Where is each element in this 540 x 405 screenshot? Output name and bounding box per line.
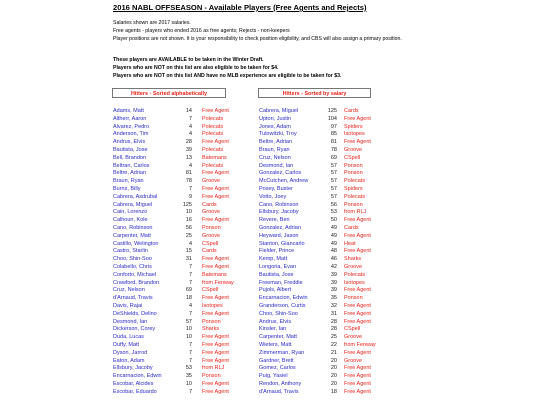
intro-notes <box>113 19 402 43</box>
salary-value: 20 <box>330 357 337 364</box>
player-name: Crawford, Brandon <box>113 279 160 286</box>
player-name: d'Arnaud, Travis <box>113 295 153 302</box>
team-name: Spiders <box>344 185 363 192</box>
salary-value: 69 <box>330 154 337 161</box>
salary-value: 104 <box>327 115 337 122</box>
salary-value: 35 <box>330 295 337 302</box>
salary-value: 25 <box>185 232 192 239</box>
player-name: Encarnacion, Edwin <box>113 373 162 380</box>
salary-value: 39 <box>330 287 337 294</box>
team-name: Free Agent <box>344 217 371 224</box>
team-name: Polecats <box>202 123 224 130</box>
team-name: Groove <box>202 232 221 239</box>
team-name: Polecats <box>202 146 224 153</box>
player-name: Cano, Robinson <box>113 224 153 231</box>
salary-value: 15 <box>185 248 192 255</box>
salary-value: 7 <box>188 388 192 395</box>
player-name: Ellsbury, Jacoby <box>259 209 299 216</box>
salary-value: 25 <box>330 334 337 341</box>
player-name: Andrus, Elvis <box>259 318 292 325</box>
salary-value: 56 <box>330 201 337 208</box>
salary-value: 7 <box>188 349 192 356</box>
player-name: Escobar, Alcides <box>113 380 154 387</box>
salary-value: 39 <box>330 271 337 278</box>
team-name: Batemans <box>202 154 227 161</box>
team-name: Free Agent <box>344 248 371 255</box>
team-name: Free Agent <box>344 373 371 380</box>
salary-value: 49 <box>330 224 337 231</box>
team-name: CSpell <box>344 154 361 161</box>
player-name: Longoria, Evan <box>259 263 296 270</box>
player-name: Gonzalez, Adrian <box>259 224 301 231</box>
salary-value: 28 <box>330 326 337 333</box>
team-name: Free Agent <box>344 115 371 122</box>
team-name: Free Agent <box>202 139 229 146</box>
player-name: Beltran, Carlos <box>113 162 150 169</box>
salary-value: 35 <box>185 373 192 380</box>
player-name: Votto, Joey <box>259 193 287 200</box>
team-name: Free Agent <box>202 170 229 177</box>
salary-value: 10 <box>185 326 192 333</box>
player-name: Escobar, Eduardo <box>113 388 157 395</box>
player-name: Kinsler, Ian <box>259 326 287 333</box>
team-name: Ponson <box>344 162 363 169</box>
team-name: from Fenway <box>344 341 376 348</box>
team-name: Groove <box>202 209 221 216</box>
player-name: Heyward, Jason <box>259 232 299 239</box>
player-name: Cruz, Nelson <box>259 154 291 161</box>
salary-value: 85 <box>330 131 337 138</box>
player-name: Castillo, Welington <box>113 240 159 247</box>
player-name: Duda, Lucas <box>113 334 144 341</box>
team-name: Free Agent <box>344 318 371 325</box>
salary-value: 7 <box>188 341 192 348</box>
team-name: Free Agent <box>202 349 229 356</box>
team-name: Free Agent <box>344 349 371 356</box>
team-name: Free Agent <box>202 310 229 317</box>
player-name: Dickerson, Corey <box>113 326 156 333</box>
player-name: Gomez, Carlos <box>259 365 296 372</box>
salary-value: 57 <box>330 170 337 177</box>
salary-value: 16 <box>185 217 192 224</box>
team-name: Spiders <box>344 123 363 130</box>
salary-value: 42 <box>330 263 337 270</box>
player-name: Pujols, Albert <box>259 287 292 294</box>
salary-value: 7 <box>188 115 192 122</box>
player-name: Altherr, Aaron <box>113 115 147 122</box>
salary-value: 7 <box>188 271 192 278</box>
hitters-salary-header: Hitters - Sorted by salary <box>258 88 371 98</box>
team-name: Polecats <box>202 131 224 138</box>
team-name: from Fenway <box>202 279 234 286</box>
team-name: Isotopes <box>344 131 365 138</box>
player-name: Braun, Ryan <box>259 146 290 153</box>
team-name: Free Agent <box>202 295 229 302</box>
player-name: Braun, Ryan <box>113 178 144 185</box>
player-name: Bautista, Jose <box>259 271 294 278</box>
player-name: Dyson, Jarrod <box>113 349 148 356</box>
intro-line: Salaries shown are 2017 salaries. <box>113 20 191 26</box>
intro-line: Free agents - players who ended 2016 as free agents; Rejects - non-keepers <box>113 28 290 34</box>
team-name: Free Agent <box>202 334 229 341</box>
team-name: Cards <box>344 108 359 114</box>
team-name: CSpell <box>202 240 219 247</box>
salary-value: 53 <box>330 209 337 216</box>
player-name: Zimmerman, Ryan <box>259 349 305 356</box>
salary-value: 53 <box>185 365 192 372</box>
salary-value: 81 <box>330 139 337 146</box>
team-name: Free Agent <box>344 287 371 294</box>
team-name: Polecats <box>344 178 366 185</box>
salary-value: 56 <box>185 224 192 231</box>
team-name: Isotopes <box>202 302 223 309</box>
player-name: Beltre, Adrian <box>113 170 147 177</box>
player-name: Jones, Adam <box>259 123 291 130</box>
team-name: Polecats <box>344 271 366 278</box>
player-name: d'Arnaud, Travis <box>259 388 299 395</box>
salary-value: 4 <box>188 131 192 138</box>
player-name: Bautista, Jose <box>113 146 148 153</box>
team-name: Free Agent <box>202 256 229 263</box>
salary-value: 4 <box>188 123 192 130</box>
salary-value: 57 <box>330 193 337 200</box>
salary-value: 49 <box>330 232 337 239</box>
salary-value: 50 <box>330 217 337 224</box>
eligibility-rules <box>113 57 341 80</box>
player-name: Davis, Rajai <box>113 302 143 309</box>
salary-value: 20 <box>330 373 337 380</box>
player-name: Calhoun, Kole <box>113 217 148 224</box>
salary-value: 7 <box>188 279 192 286</box>
salary-value: 21 <box>330 349 337 356</box>
player-name: Puig, Yasiel <box>259 373 288 380</box>
player-name: Wieters, Matt <box>259 341 292 348</box>
team-name: Free Agent <box>202 217 229 224</box>
salary-value: 32 <box>330 302 337 309</box>
salary-value: 7 <box>188 310 192 317</box>
team-name: Ponson <box>344 201 363 208</box>
team-name: Free Agent <box>202 357 229 364</box>
team-name: Free Agent <box>202 193 229 200</box>
player-name: Cruz, Nelson <box>113 287 145 294</box>
team-name: CSpell <box>344 326 361 333</box>
team-name: Free Agent <box>344 302 371 309</box>
salary-value: 14 <box>185 108 192 114</box>
player-name: Granderson, Curtis <box>259 302 306 309</box>
salary-value: 39 <box>185 146 192 153</box>
salary-value: 57 <box>185 318 192 325</box>
salary-value: 28 <box>330 318 337 325</box>
salary-value: 69 <box>185 287 192 294</box>
salary-value: 48 <box>330 248 337 255</box>
hitters-alphabetical-header: Hitters - Sorted alphabetically <box>112 88 226 98</box>
team-name: Sharks <box>344 256 362 263</box>
team-name: Isotopes <box>344 279 365 286</box>
team-name: Ponson <box>344 295 363 302</box>
player-name: Beltre, Adrian <box>259 139 293 146</box>
salary-value: 22 <box>330 341 337 348</box>
team-name: Free Agent <box>344 232 371 239</box>
player-name: Revere, Ben <box>259 217 290 224</box>
salary-value: 125 <box>182 201 192 208</box>
team-name: Groove <box>202 178 221 185</box>
team-name: Free Agent <box>344 388 371 395</box>
team-name: Free Agent <box>344 139 371 146</box>
player-name: Alvarez, Pedro <box>113 123 150 130</box>
player-name: Gardner, Brett <box>259 357 294 364</box>
team-name: Groove <box>344 263 363 270</box>
player-name: Duffy, Matt <box>113 341 140 348</box>
player-name: Carpenter, Matt <box>113 232 151 239</box>
player-name: Burns, Billy <box>113 185 141 192</box>
page-title: 2016 NABL OFFSEASON - Available Players (Free Agents and Rejects) <box>113 3 367 12</box>
salary-value: 78 <box>185 178 192 185</box>
team-name: Cards <box>344 224 359 231</box>
player-name: Colabello, Chris <box>113 263 152 270</box>
team-name: from RLJ <box>344 209 367 216</box>
team-name: Groove <box>344 357 363 364</box>
salary-value: 20 <box>330 365 337 372</box>
player-name: Desmond, Ian <box>259 162 294 169</box>
player-name: Posey, Buster <box>259 185 293 192</box>
salary-value: 31 <box>185 256 192 263</box>
team-name: Polecats <box>202 162 224 169</box>
team-name: Cards <box>202 201 217 208</box>
team-name: Free Agent <box>344 365 371 372</box>
salary-value: 78 <box>330 146 337 153</box>
rule-line: Players who are NOT on this list AND have no MLB experience are eligible to be taken for $3. <box>113 72 342 79</box>
player-name: Cano, Robinson <box>259 201 299 208</box>
player-name: Gonzalez, Carlos <box>259 170 302 177</box>
salary-value: 57 <box>330 162 337 169</box>
salary-value: 10 <box>185 380 192 387</box>
intro-line: Player positions are not shown. It is your responsibility to check position eligibility, and CBS will also assign a primary position. <box>113 36 402 42</box>
player-name: Bell, Brandon <box>113 154 147 161</box>
team-name: Free Agent <box>202 388 229 395</box>
player-name: Carpenter, Matt <box>259 334 297 341</box>
salary-value: 49 <box>330 240 337 247</box>
salary-value: 57 <box>330 178 337 185</box>
player-name: Stanton, Giancarlo <box>259 240 305 247</box>
salary-value: 7 <box>188 263 192 270</box>
team-name: Ponson <box>202 318 221 325</box>
player-name: Anderson, Tim <box>113 131 149 138</box>
player-name: Choo, Shin-Soo <box>259 310 298 317</box>
player-name: Freeman, Freddie <box>259 279 303 286</box>
salary-value: 28 <box>185 139 192 146</box>
player-name: Choo, Shin-Soo <box>113 256 152 263</box>
salary-value: 10 <box>185 334 192 341</box>
player-name: Encarnacion, Edwin <box>259 295 308 302</box>
team-name: Free Agent <box>202 380 229 387</box>
salary-value: 46 <box>330 256 337 263</box>
team-name: Ponson <box>344 170 363 177</box>
player-name: Castro, Starlin <box>113 248 148 255</box>
team-name: Heat <box>344 240 356 247</box>
player-name: Cain, Lorenzo <box>113 209 148 216</box>
team-name: Free Agent <box>202 108 229 114</box>
player-name: Desmond, Ian <box>113 318 148 325</box>
rule-line: Players who are NOT on this list are also eligible to be taken for $4. <box>113 64 279 71</box>
salary-value: 4 <box>188 162 192 169</box>
team-name: Sharks <box>202 326 220 333</box>
salary-value: 9 <box>188 193 192 200</box>
salary-value: 4 <box>188 240 192 247</box>
player-name: Rendon, Anthony <box>259 380 302 387</box>
salary-value: 39 <box>330 279 337 286</box>
team-name: CSpell <box>202 287 219 294</box>
player-name: Cabrera, Miguel <box>113 201 153 208</box>
team-name: Polecats <box>344 193 366 200</box>
player-name: Tulowitzki, Troy <box>259 131 297 138</box>
team-name: Cards <box>202 248 217 255</box>
salary-value: 97 <box>330 123 337 130</box>
salary-value: 81 <box>185 170 192 177</box>
player-name: Kemp, Matt <box>259 256 288 263</box>
salary-value: 57 <box>330 185 337 192</box>
rule-line: These players are AVAILABLE to be taken in the Winter Draft. <box>113 57 264 63</box>
player-name: Ellsbury, Jacoby <box>113 365 153 372</box>
salary-value: 18 <box>330 388 337 395</box>
salary-value: 125 <box>327 108 337 114</box>
salary-value: 4 <box>188 302 192 309</box>
team-name: from RLJ <box>202 365 225 372</box>
team-name: Ponson <box>202 224 221 231</box>
team-name: Polecats <box>202 115 224 122</box>
salary-value: 18 <box>185 295 192 302</box>
player-name: Cabrera, Miguel <box>259 108 299 114</box>
team-name: Free Agent <box>202 185 229 192</box>
player-name: Eaton, Adam <box>113 357 145 364</box>
salary-value: 20 <box>330 380 337 387</box>
player-name: Conforto, Michael <box>113 271 157 278</box>
player-name: Cabrera, Asdrubal <box>113 193 158 200</box>
team-name: Groove <box>344 146 363 153</box>
team-name: Free Agent <box>344 310 371 317</box>
player-name: Andrus, Elvis <box>113 139 146 146</box>
team-name: Ponson <box>202 373 221 380</box>
team-name: Free Agent <box>344 380 371 387</box>
team-name: Groove <box>344 334 363 341</box>
player-name: Fielder, Prince <box>259 248 295 255</box>
player-name: Adams, Matt <box>113 108 144 114</box>
player-name: DeShields, Delino <box>113 310 157 317</box>
player-name: Upton, Justin <box>259 115 292 122</box>
salary-value: 10 <box>185 209 192 216</box>
salary-value: 31 <box>330 310 337 317</box>
salary-value: 7 <box>188 185 192 192</box>
player-name: McCutchen, Andrew <box>259 178 309 185</box>
team-name: Free Agent <box>202 263 229 270</box>
salary-value: 7 <box>188 357 192 364</box>
team-name: Batemans <box>202 271 227 278</box>
team-name: Free Agent <box>202 341 229 348</box>
salary-value: 13 <box>185 154 192 161</box>
